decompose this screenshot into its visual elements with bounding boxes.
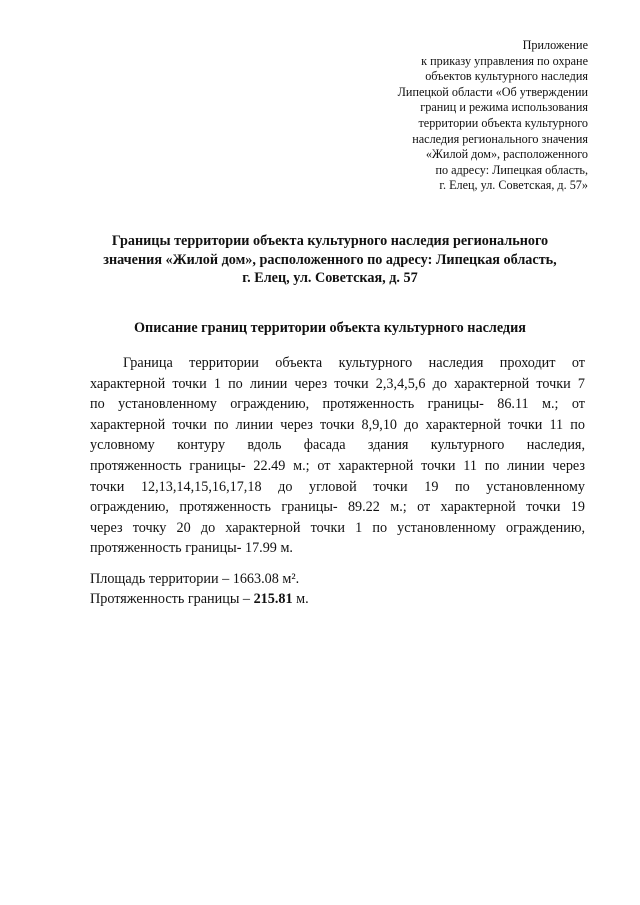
- length-unit: м.: [296, 590, 309, 607]
- paragraph-line: условному контуру вдоль фасада здания культурного наследия,: [90, 437, 585, 454]
- appendix-line: объектов культурного наследия: [425, 69, 588, 84]
- document-title: [70, 232, 590, 288]
- length-label: Протяженность границы –: [90, 590, 251, 607]
- area-row: [90, 570, 585, 590]
- appendix-line: «Жилой дом», расположенного: [425, 147, 588, 162]
- appendix-line: к приказу управления по охране: [421, 53, 588, 68]
- section-heading: Описание границ территории объекта культурного наследия: [134, 320, 526, 336]
- appendix-line: Липецкой области «Об утверждении: [397, 84, 588, 99]
- paragraph-line: точки 12,13,14,15,16,17,18 до угловой точки 19 по установленному: [90, 478, 585, 495]
- appendix-line: Приложение: [522, 38, 588, 52]
- area-value: 1663.08 м².: [232, 571, 300, 587]
- boundary-description: [90, 353, 585, 559]
- appendix-line: по адресу: Липецкая область,: [435, 162, 588, 177]
- appendix-note: [348, 38, 588, 194]
- appendix-line: г. Елец, ул. Советская, д. 57»: [439, 178, 588, 193]
- paragraph-line: протяженность границы- 22.49 м.; от характерной точки 11 по линии через: [90, 457, 585, 474]
- paragraph-line: ограждению, протяженность границы- 89.22 м.; от характерной точки 19: [90, 499, 585, 516]
- length-value: 215.81: [253, 590, 293, 607]
- paragraph-line: Граница территории объекта культурного наследия проходит от: [123, 355, 585, 371]
- length-row: [90, 590, 585, 610]
- appendix-line: наследия регионального значения: [412, 131, 588, 146]
- paragraph-line: характерной точки по линии через точки 8,9,10 до характерной точки 11 по: [90, 416, 585, 433]
- area-label: Площадь территории –: [90, 571, 230, 587]
- paragraph-line: протяженность границы- 17.99 м.: [90, 540, 293, 557]
- title-line: г. Елец, ул. Советская, д. 57: [242, 270, 418, 287]
- appendix-line: территории объекта культурного: [418, 115, 588, 130]
- paragraph-line: по установленному ограждению, протяженность границы- 86.11 м.; от: [90, 396, 585, 413]
- appendix-line: границ и режима использования: [420, 100, 588, 115]
- paragraph-line: характерной точки 1 по линии через точки 2,3,4,5,6 до характерной точки 7: [90, 375, 585, 392]
- title-line: значения «Жилой дом», расположенного по адресу: Липецкая область,: [103, 251, 557, 268]
- paragraph-line: через точку 20 до характерной точки 1 по установленному ограждению,: [90, 519, 585, 536]
- title-line: Границы территории объекта культурного наследия регионального: [111, 233, 549, 249]
- territory-summary: [90, 570, 585, 609]
